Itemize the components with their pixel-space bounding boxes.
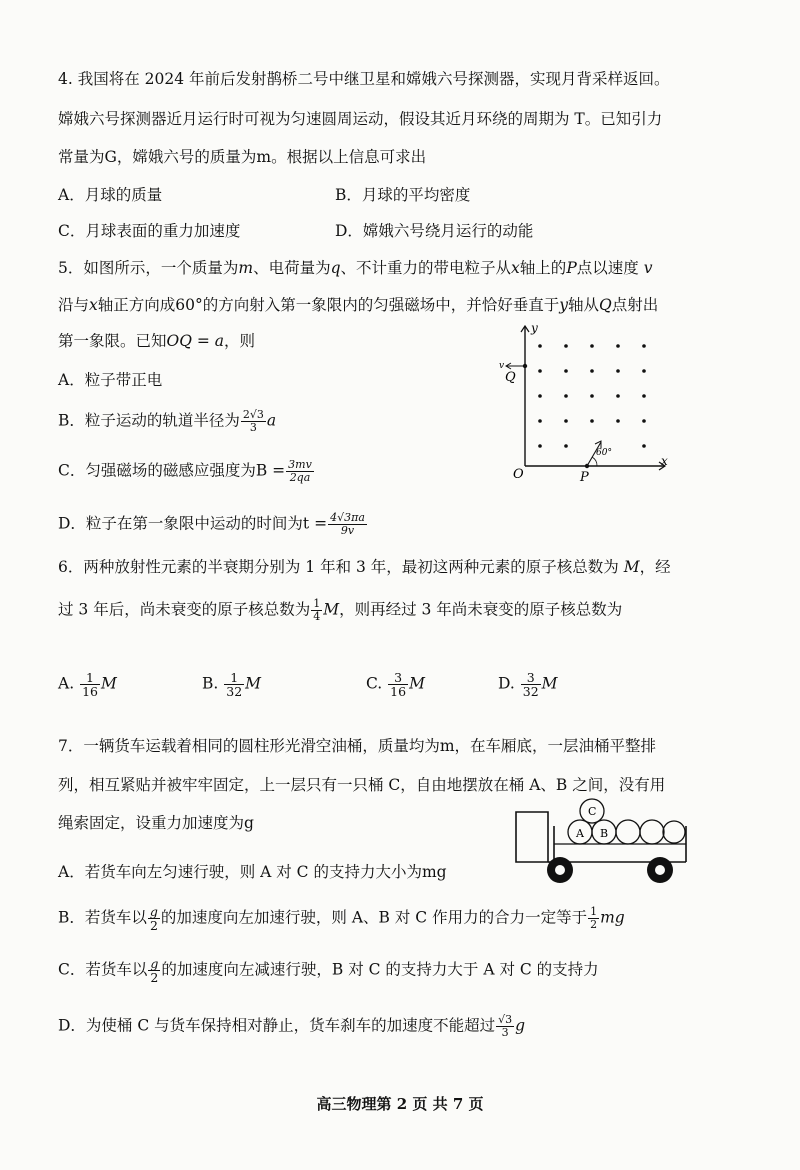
q7-stem-line-1: 7．一辆货车运载着相同的圆柱形光滑空油桶，质量均为m，在车厢底，一层油桶平整排 (58, 737, 657, 755)
barrel-a-label: A (576, 827, 584, 840)
barrel-c-label: C (588, 805, 597, 818)
x-axis-label: x (661, 454, 668, 468)
origin-label: O (513, 467, 524, 482)
field-dot (538, 419, 542, 423)
q5-option-d: D．粒子在第一象限中运动的时间为t = $\frac{4√3\pi a}{9v}$ (58, 511, 365, 537)
magnetic-field-diagram (495, 318, 675, 488)
q5-option-b: B．粒子运动的轨道半径为 $\frac{2√3}{3}$ a (58, 408, 277, 434)
exit-velocity-label: v (499, 361, 505, 371)
field-dot (538, 444, 542, 448)
point-q-label: Q (505, 370, 516, 385)
q7-option-b: B．若货车以 $\frac{g}{2}$ 的加速度向左加速行驶，则 A、B 对 C 作用力的合力一定等于 $\frac{1}{2}$ mg (58, 904, 625, 933)
q4-stem-line-1: 4. 我国将在 2024 年前后发射鹊桥二号中继卫星和嫦娥六号探测器，实现月背采样返回。 (58, 70, 670, 88)
field-dot (642, 369, 646, 373)
barrel (616, 820, 640, 844)
field-dot (616, 369, 620, 373)
q6-stem-line-2: 过 3 年后，尚未衰变的原子核总数为 $\frac{1}{4}$ M，则再经过 3 年尚未衰变的原子核总数为 (58, 597, 623, 623)
point-p-label: P (580, 470, 589, 485)
y-axis-label: y (531, 321, 538, 335)
point-q (523, 364, 527, 368)
q4-option-a: A．月球的质量 (58, 186, 163, 204)
truck-cab (516, 812, 548, 862)
field-dot (616, 394, 620, 398)
q4-option-b: B．月球的平均密度 (335, 186, 471, 204)
field-dot (642, 419, 646, 423)
field-dot (590, 394, 594, 398)
field-dot (590, 344, 594, 348)
field-dot (642, 444, 646, 448)
field-dot (538, 394, 542, 398)
q4-option-c: C．月球表面的重力加速度 (58, 222, 241, 240)
q6-option-d: D. $\frac{3}{32}$ M (498, 670, 558, 699)
field-dot (616, 419, 620, 423)
q5-stem-line-2: 沿与x轴正方向成60°的方向射入第一象限内的匀强磁场中，并恰好垂直于y轴从Q点射出 (58, 296, 659, 314)
q4-option-d: D．嫦娥六号绕月运行的动能 (335, 222, 534, 240)
magnetic-field-dots (538, 344, 646, 448)
truck-diagram (510, 796, 700, 892)
angle-label: 60° (596, 448, 612, 458)
q6-option-a: A. $\frac{1}{16}$ M (58, 670, 117, 699)
q5-stem-line-1: 5．如图所示，一个质量为m、电荷量为q、不计重力的带电粒子从x轴上的P点以速度 v (58, 259, 653, 277)
field-dot (564, 369, 568, 373)
q7-option-c: C．若货车以 $\frac{g}{2}$ 的加速度向左减速行驶，B 对 C 的支持力大于 A 对 C 的支持力 (58, 956, 599, 985)
barrel-b-label: B (600, 827, 609, 840)
q7-stem-line-2: 列，相互紧贴并被牢牢固定，上一层只有一只桶 C，自由地摆放在桶 A、B 之间，没有用 (58, 776, 666, 794)
q5-option-a: A．粒子带正电 (58, 371, 163, 389)
field-dot (616, 344, 620, 348)
barrel (663, 821, 685, 843)
q7-stem-line-3: 绳索固定，设重力加速度为g (58, 814, 254, 832)
q4-stem-line-2: 嫦娥六号探测器近月运行时可视为匀速圆周运动，假设其近月环绕的周期为 T。已知引力 (58, 110, 663, 128)
page-footer: 高三物理第 2 页 共 7 页 (316, 1095, 484, 1113)
field-dot (564, 344, 568, 348)
q7-option-a: A．若货车向左匀速行驶，则 A 对 C 的支持力大小为mg (58, 863, 447, 881)
q7-option-d: D．为使桶 C 与货车保持相对静止，货车刹车的加速度不能超过 $\frac{√3}{3}$ g (58, 1013, 526, 1039)
barrel (640, 820, 664, 844)
field-dot (538, 369, 542, 373)
field-dot (564, 419, 568, 423)
field-dot (642, 394, 646, 398)
field-dot (590, 419, 594, 423)
field-dot (538, 344, 542, 348)
q4-stem-line-3: 常量为G，嫦娥六号的质量为m。根据以上信息可求出 (58, 148, 427, 166)
q5-option-c: C．匀强磁场的磁感应强度为B = $\frac{3mv}{2qa}$ (58, 458, 312, 484)
field-dot (564, 444, 568, 448)
field-dot (590, 369, 594, 373)
field-dot (564, 394, 568, 398)
field-dot (642, 344, 646, 348)
q6-option-b: B. $\frac{1}{32}$ M (202, 670, 262, 699)
q6-stem-line-1: 6．两种放射性元素的半衰期分别为 1 年和 3 年，最初这两种元素的原子核总数为 M，经 (58, 558, 671, 576)
q6-option-c: C. $\frac{3}{16}$ M (366, 670, 425, 699)
q5-stem-line-3: 第一象限。已知OQ = a，则 (58, 332, 256, 350)
